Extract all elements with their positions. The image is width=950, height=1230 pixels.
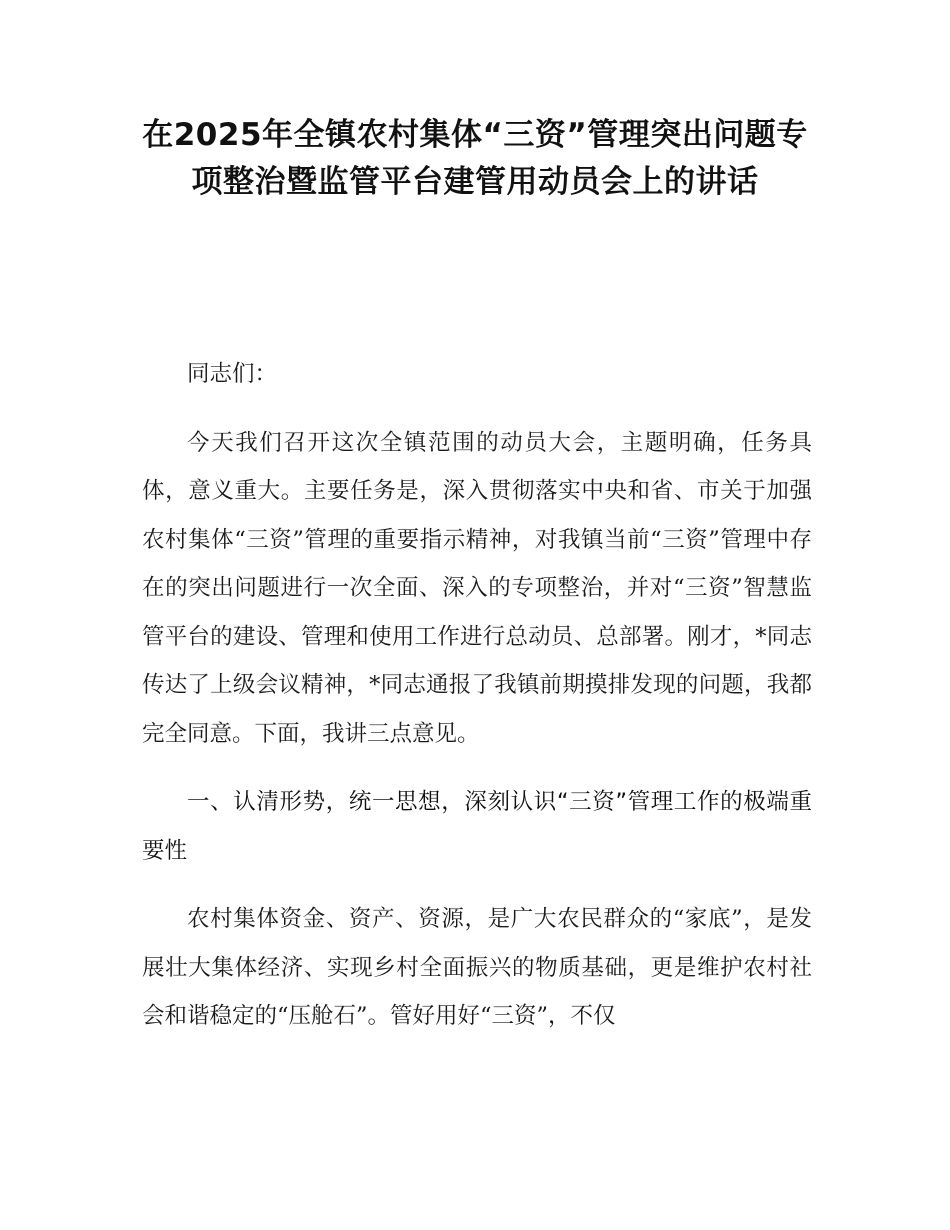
document-title: 在2025年全镇农村集体“三资”管理突出问题专项整治暨监管平台建管用动员会上的讲话 [142,117,808,200]
paragraph: 今天我们召开这次全镇范围的动员大会，主题明确，任务具体，意义重大。主要任务是，深入贯彻落实中央和省、市关于加强农村集体“三资”管理的重要指示精神，对我镇当前“三资”管理中存在的突出问题进行一次全面、深入的专项整治，并对“三资”智慧监管平台的建设、管理和使用工作进行总动员、总部署。刚才，*同志传达了上级会议精神，*同志通报了我镇前期摸排发现的问题，我都完全同意。下面，我讲三点意见。 [142,429,812,747]
paragraph: 农村集体资金、资产、资源，是广大农民群众的“家底”，是发展壮大集体经济、实现乡村全面振兴的物质基础，更是维护农村社会和谐稳定的“压舱石”。管好用好“三资”，不仅 [142,906,812,1029]
document-body [142,350,812,1061]
salutation: 同志们： [187,361,278,387]
section-heading: 一、认清形势，统一思想，深刻认识“三资”管理工作的极端重要性 [142,789,812,864]
